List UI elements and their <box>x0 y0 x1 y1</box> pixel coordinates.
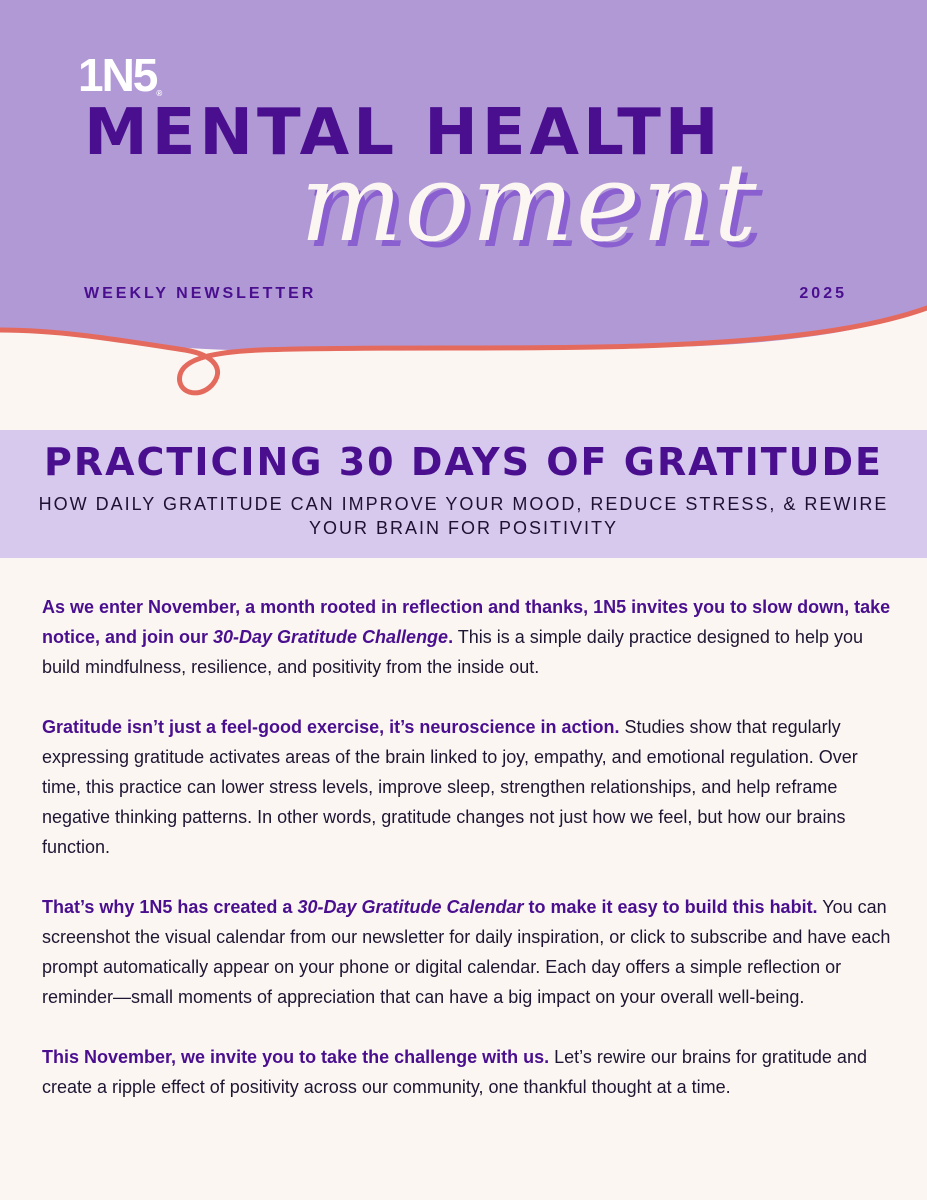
article-banner <box>0 430 927 558</box>
newsletter-script-title: moment <box>300 141 759 266</box>
paragraph-3-lead-end: to make it easy to build this habit. <box>523 897 818 917</box>
paragraph-4-body: Let’s rewire our brains for gratitude and create a ripple effect of positivity across our community, one thankful thought at a time. <box>42 1047 867 1097</box>
newsletter-year: 2025 <box>799 285 847 302</box>
newsletter-label: WEEKLY NEWSLETTER <box>84 285 317 302</box>
paragraph-2 <box>42 712 892 862</box>
paragraph-2-lead: Gratitude isn’t just a feel-good exercise, it’s neuroscience in action. <box>42 717 620 737</box>
newsletter-title: MENTAL HEALTH <box>84 96 723 170</box>
calendar-name: 30-Day Gratitude Calendar <box>297 897 524 917</box>
paragraph-3-lead-text: That’s why 1N5 has created a <box>42 897 298 917</box>
paragraph-3 <box>42 892 892 1012</box>
paragraph-1-lead-text: As we enter November, a month rooted in reflection and thanks, 1N5 invites you to slow down, take notice, and join our <box>42 597 891 647</box>
challenge-name: 30-Day Gratitude Challenge <box>213 627 449 647</box>
article-title: PRACTICING 30 DAYS OF GRATITUDE <box>44 440 883 484</box>
paragraph-3-body: You can screenshot the visual calendar from our newsletter for daily inspiration, or click to subscribe and have each prompt automatically appear on your phone or digital calendar. Each day offers a simple reflection or reminder—small moments of appreciation that can have a big impact on your overall well-being. <box>42 897 891 1007</box>
paragraph-4 <box>42 1042 892 1102</box>
paragraph-3-lead <box>42 897 818 917</box>
article-subtitle: HOW DAILY GRATITUDE CAN IMPROVE YOUR MOOD, REDUCE STRESS, & REWIRE YOUR BRAIN FOR POSITIVITY <box>38 494 889 538</box>
article-body <box>42 592 892 1132</box>
paragraph-1-body: This is a simple daily practice designed to help you build mindfulness, resilience, and positivity from the inside out. <box>42 627 863 677</box>
logo-text: 1N5 <box>78 49 157 101</box>
brand-logo <box>78 49 163 101</box>
paragraph-2-body: Studies show that regularly expressing gratitude activates areas of the brain linked to joy, empathy, and emotional regulation. Over time, this practice can lower stress levels, improve sleep, strengthen relationships, and help reframe negative thinking patterns. In other words, gratitude changes not just how we feel, but how our brains function. <box>42 717 858 857</box>
logo-registered-mark: ® <box>156 89 163 98</box>
paragraph-1 <box>42 592 892 682</box>
newsletter-header <box>0 0 927 420</box>
paragraph-4-lead: This November, we invite you to take the challenge with us. <box>42 1047 550 1067</box>
paragraph-1-lead-end: . <box>448 627 454 647</box>
